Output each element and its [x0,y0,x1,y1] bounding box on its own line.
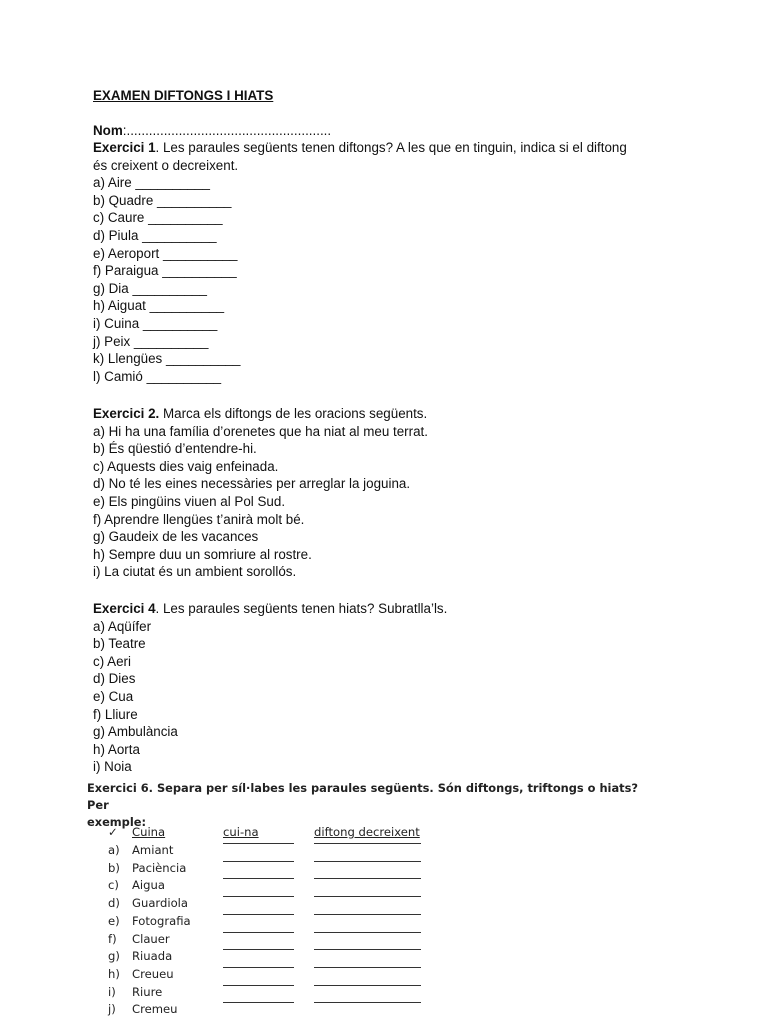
row-letter: f) [108,931,117,946]
type-blank[interactable] [314,878,421,879]
row-letter: a) [108,843,120,857]
exercise-6-heading-line-2: exemple: [87,815,147,829]
exercise-1-item: a) Aire __________ [93,175,210,191]
exercise-1-item: j) Peix __________ [93,333,209,349]
syllables-blank[interactable] [223,843,294,844]
exercise-4-item: f) Lliure [93,706,138,722]
exercise-1-list [93,174,693,385]
exercise-2-item: f) Aprendre llengües t’anirà molt bé. [93,511,305,527]
exercise-4-list [93,618,693,776]
exercise-1-item: f) Paraigua __________ [93,263,237,279]
exercise-2-item: g) Gaudeix de les vacances [93,529,259,545]
type-blank[interactable] [314,861,421,862]
exercise-4-label: Exercici 4 [93,601,156,616]
syllables-blank[interactable] [223,967,294,968]
exercise-1-text-cont: és creixent o decreixent. [93,157,239,173]
check-icon: ✓ [108,825,118,839]
exercise-2-list [93,423,693,581]
exercise-2-label: Exercici 2. [93,406,160,421]
exercise-2-item: a) Hi ha una família d’orenetes que ha niat al meu terrat. [93,423,428,439]
example-word: Cuina [132,825,166,839]
exercise-4-item: d) Dies [93,671,136,687]
exercise-4-item: i) Noia [93,759,132,775]
type-blank[interactable] [314,932,421,933]
exercise-6-heading-line-1: Exercici 6. Separa per síl·labes les paraules següents. Són diftongs, triftongs o hiats? Per [87,781,638,812]
exercise-1-item: k) Llengües __________ [93,351,241,367]
row-letter: g) [108,949,120,964]
row-letter: i) [108,984,116,999]
type-blank[interactable] [314,914,421,915]
exercise-2 [93,405,693,581]
syllables-blank[interactable] [223,878,294,879]
exercise-1-label: Exercici 1 [93,140,156,155]
exercise-2-item: d) No té les eines necessàries per arreglar la joguina. [93,476,411,492]
exercise-2-text: Marca els diftongs de les oracions següents. [159,406,428,421]
syllables-blank[interactable] [223,985,294,986]
example-syllables: cui-na [223,825,259,839]
exam-title: EXAMEN DIFTONGS I HIATS [93,88,274,103]
exercise-6-heading [87,780,647,831]
type-blank[interactable] [314,1002,421,1003]
exercise-1-item: g) Dia __________ [93,280,207,296]
exercise-4-item: a) Aqüífer [93,618,152,634]
type-blank[interactable] [314,985,421,986]
exercise-1 [93,139,693,385]
name-label: Nom [93,123,123,138]
exercise-1-item: i) Cuina __________ [93,315,218,331]
row-letter: c) [108,878,119,893]
syllables-blank[interactable] [223,949,294,950]
exercise-1-prompt [93,139,693,157]
exercise-4-item: e) Cua [93,688,134,704]
syllables-blank[interactable] [223,861,294,862]
exercise-4-text: . Les paraules següents tenen hiats? Subratlla’ls. [155,601,448,616]
row-letter: b) [108,860,120,875]
exercise-4 [93,600,693,776]
exercise-4-item: h) Aorta [93,741,140,757]
row-letter: h) [108,966,120,981]
row-word: Aigua [132,878,165,893]
exercise-4-item: g) Ambulància [93,724,178,740]
type-blank[interactable] [314,896,421,897]
exercise-1-item: d) Piula __________ [93,227,217,243]
exercise-4-prompt [93,600,693,618]
syllables-blank[interactable] [223,896,294,897]
row-word: Amiant [132,843,174,857]
type-blank[interactable] [314,843,421,844]
row-word: Riure [132,984,163,999]
syllables-blank[interactable] [223,914,294,915]
exercise-2-item: b) És qüestió d’entendre-hi. [93,441,257,457]
row-word: Cremeu [132,1002,178,1017]
example-type: diftong decreixent [314,825,420,839]
row-word: Riuada [132,949,173,964]
name-line [93,122,693,140]
exercise-1-item: c) Caure __________ [93,210,223,226]
exercise-2-item: i) La ciutat és un ambient sorollós. [93,564,297,580]
row-word: Creueu [132,966,174,981]
exercise-1-text: . Les paraules següents tenen diftongs? A les que en tinguin, indica si el diftong [155,140,627,155]
type-blank[interactable] [314,949,421,950]
row-word: Paciència [132,860,187,875]
syllables-blank[interactable] [223,1002,294,1003]
syllables-blank[interactable] [223,932,294,933]
row-word: Clauer [132,931,170,946]
row-letter: e) [108,913,120,928]
row-letter: d) [108,896,120,911]
exercise-2-item: h) Sempre duu un somriure al rostre. [93,546,312,562]
row-letter: j) [108,1002,116,1017]
type-blank[interactable] [314,967,421,968]
exercise-2-item: c) Aquests dies vaig enfeinada. [93,458,279,474]
exercise-2-item: e) Els pingüins viuen al Pol Sud. [93,493,286,509]
exercise-4-item: b) Teatre [93,636,146,652]
exercise-1-item: e) Aeroport __________ [93,245,238,261]
exercise-2-prompt [93,405,693,423]
row-word: Fotografia [132,913,191,928]
exercise-1-item: h) Aiguat __________ [93,298,225,314]
row-word: Guardiola [132,896,188,911]
exercise-1-item: l) Camió __________ [93,368,222,384]
name-dots: :....................................................... [122,123,332,138]
exercise-4-item: c) Aeri [93,653,131,669]
exercise-1-item: b) Quadre __________ [93,192,232,208]
